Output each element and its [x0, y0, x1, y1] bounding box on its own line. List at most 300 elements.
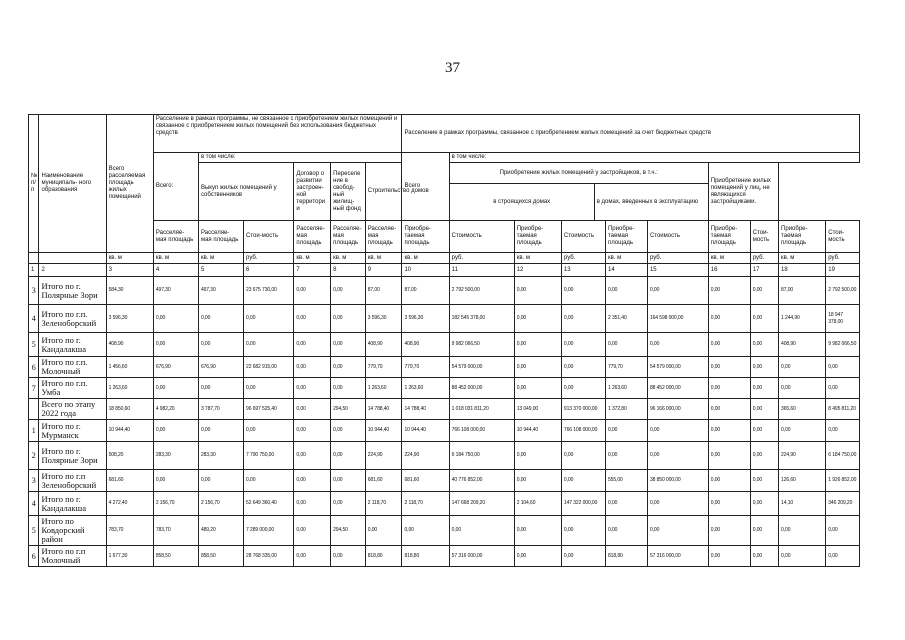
value-cell: 3 787,70 [198, 399, 243, 420]
value-cell: 1 263,60 [106, 378, 153, 399]
value-cell: 6 184 750,00 [826, 442, 860, 470]
column-number-cell: 9 [365, 264, 402, 277]
value-cell: 126,60 [779, 470, 826, 492]
value-cell: 8 495 811,20 [826, 399, 860, 420]
value-cell: 408,90 [106, 333, 153, 357]
column-number-cell: 8 [331, 264, 366, 277]
value-cell: 0,00 [514, 277, 561, 305]
value-cell: 1 244,90 [779, 305, 826, 333]
value-cell: 858,50 [153, 546, 198, 567]
value-cell: 0,00 [750, 516, 778, 546]
value-cell: 88 452 000,00 [647, 378, 708, 399]
value-cell: 2 104,60 [514, 492, 561, 516]
row-number: 6 [29, 546, 39, 567]
unit-cell: кв. м [331, 253, 366, 264]
municipality-name: Итого по г.п Молочный [39, 546, 106, 567]
subheader-cell: Приобре- таемая площадь [402, 221, 449, 253]
value-cell: 0,00 [561, 378, 605, 399]
value-cell: 346 209,20 [826, 492, 860, 516]
header-including-2: в том числе: [449, 153, 859, 163]
column-number-cell: 18 [779, 264, 826, 277]
value-cell: 408,90 [365, 333, 402, 357]
value-cell: 0,00 [244, 378, 294, 399]
subheader-cell: Стоимость [647, 221, 708, 253]
column-number-cell: 16 [708, 264, 750, 277]
value-cell: 87,00 [402, 277, 449, 305]
value-cell: 0,00 [779, 420, 826, 442]
value-cell: 0,00 [294, 357, 331, 378]
value-cell: 57 316 000,00 [449, 546, 514, 567]
value-cell: 818,80 [605, 546, 647, 567]
value-cell: 7 790 750,00 [244, 442, 294, 470]
value-cell: 497,30 [198, 277, 243, 305]
header-in-built: в домах, введенных в эксплуатацию [596, 198, 698, 205]
value-cell: 2 118,70 [365, 492, 402, 516]
value-cell: 0,00 [708, 492, 750, 516]
unit-cell: кв. м [402, 253, 449, 264]
value-cell: 294,50 [331, 399, 366, 420]
value-cell: 0,00 [605, 420, 647, 442]
column-number-cell: 6 [244, 264, 294, 277]
value-cell: 0,00 [750, 420, 778, 442]
unit-cell: кв. м [779, 253, 826, 264]
value-cell: 57 316 000,00 [647, 546, 708, 567]
header-acq-dev-title: Приобретение жилых помещений у застройщиков, в т.ч.: [450, 163, 708, 184]
value-cell: 3 596,30 [402, 305, 449, 333]
value-cell: 0,00 [514, 333, 561, 357]
value-cell: 0,00 [647, 277, 708, 305]
value-cell: 0,00 [647, 420, 708, 442]
value-cell: 0,00 [708, 305, 750, 333]
value-cell: 1 456,60 [106, 357, 153, 378]
value-cell: 766 108 000,00 [561, 420, 605, 442]
value-cell: 779,70 [605, 357, 647, 378]
value-cell: 87,00 [365, 277, 402, 305]
value-cell: 0,00 [605, 516, 647, 546]
value-cell: 7 289 000,00 [244, 516, 294, 546]
unit-cell: руб. [449, 253, 514, 264]
value-cell: 0,00 [750, 470, 778, 492]
value-cell: 0,00 [647, 442, 708, 470]
municipality-name: Итого по г. Мурманск [39, 420, 106, 442]
value-cell: 0,00 [331, 420, 366, 442]
unit-cell: кв. м [365, 253, 402, 264]
value-cell: 0,00 [331, 492, 366, 516]
column-number-cell: 12 [514, 264, 561, 277]
value-cell: 555,00 [605, 470, 647, 492]
value-cell: 54 579 000,00 [449, 357, 514, 378]
value-cell: 14 788,40 [365, 399, 402, 420]
value-cell: 0,00 [561, 305, 605, 333]
municipality-name: Итого по г. Кандалакша [39, 492, 106, 516]
value-cell: 676,90 [198, 357, 243, 378]
value-cell: 96 697 525,40 [244, 399, 294, 420]
municipality-name: Итого по г.п. Зеленоборский [39, 305, 106, 333]
header-vsego-1: Всего: [153, 153, 198, 221]
column-number-cell: 14 [605, 264, 647, 277]
value-cell: 0,00 [561, 516, 605, 546]
value-cell: 0,00 [331, 277, 366, 305]
table-row [29, 442, 860, 470]
value-cell: 0,00 [708, 357, 750, 378]
value-cell: 0,00 [647, 516, 708, 546]
value-cell: 489,20 [198, 516, 243, 546]
value-cell: 0,00 [153, 305, 198, 333]
header-vsego-2: Всего [402, 153, 449, 221]
unit-cell-blank [29, 253, 39, 264]
value-cell: 1 018 031 811,20 [449, 399, 514, 420]
value-cell: 0,00 [294, 378, 331, 399]
subheader-cell: Расселяе- мая площадь [331, 221, 366, 253]
table-row [29, 470, 860, 492]
municipality-name: Итого по г. Полярные Зори [39, 442, 106, 470]
value-cell: 0,00 [750, 378, 778, 399]
value-cell: 22 682 915,00 [244, 357, 294, 378]
column-number-cell: 19 [826, 264, 860, 277]
value-cell: 0,00 [331, 333, 366, 357]
value-cell: 0,00 [561, 357, 605, 378]
value-cell: 0,00 [708, 420, 750, 442]
municipality-name: Всего по этапу 2022 года [39, 399, 106, 420]
value-cell: 54 579 000,00 [647, 357, 708, 378]
value-cell: 0,00 [244, 470, 294, 492]
value-cell: 0,00 [294, 492, 331, 516]
unit-cell-blank [39, 253, 106, 264]
value-cell: 818,80 [402, 546, 449, 567]
row-number: 5 [29, 516, 39, 546]
value-cell: 0,00 [294, 470, 331, 492]
value-cell: 0,00 [331, 442, 366, 470]
value-cell: 0,00 [514, 470, 561, 492]
subheader-cell: Расселяе- мая площадь [153, 221, 198, 253]
value-cell: 0,00 [561, 333, 605, 357]
table-row [29, 516, 860, 546]
value-cell: 1 263,60 [365, 378, 402, 399]
value-cell: 87,00 [779, 277, 826, 305]
value-cell: 10 944,40 [365, 420, 402, 442]
value-cell: 0,00 [750, 399, 778, 420]
value-cell: 0,00 [750, 277, 778, 305]
value-cell: 9 982 066,50 [449, 333, 514, 357]
header-no: № п/п [29, 115, 39, 253]
subheader-cell: Расселяе- мая площадь [294, 221, 331, 253]
header-group-2: Расселение в рамках программы, связанное с приобретением жилых помещений за счет бюджетных средств [402, 115, 860, 153]
value-cell: 0,00 [605, 333, 647, 357]
value-cell: 0,00 [605, 492, 647, 516]
value-cell: 0,00 [153, 378, 198, 399]
row-number: 5 [29, 333, 39, 357]
value-cell: 0,00 [294, 442, 331, 470]
value-cell: 147 322 000,00 [561, 492, 605, 516]
value-cell: 0,00 [826, 420, 860, 442]
column-number-cell: 2 [39, 264, 106, 277]
value-cell: 0,00 [779, 378, 826, 399]
value-cell: 0,00 [647, 333, 708, 357]
table-row [29, 420, 860, 442]
value-cell: 0,00 [514, 442, 561, 470]
value-cell: 0,00 [294, 305, 331, 333]
column-number-cell: 7 [294, 264, 331, 277]
municipality-name: Итого по г.п. Умба [39, 378, 106, 399]
subheader-cell: Стои- мость [826, 221, 860, 253]
header-under-construction: в строящихся домах [450, 184, 595, 221]
value-cell: 783,70 [106, 516, 153, 546]
value-cell: 858,50 [198, 546, 243, 567]
unit-cell: руб. [561, 253, 605, 264]
value-cell: 14,10 [779, 492, 826, 516]
header-acq-developers [449, 163, 708, 221]
subheader-cell: Приобре- таемая площадь [779, 221, 826, 253]
value-cell: 38 850 000,00 [647, 470, 708, 492]
subheader-cell: Приобре- таемая площадь [708, 221, 750, 253]
column-number-cell: 17 [750, 264, 778, 277]
municipality-name: Итого по Ковдорский район [39, 516, 106, 546]
value-cell: 0,00 [294, 546, 331, 567]
value-cell: 52 649 360,40 [244, 492, 294, 516]
value-cell: 818,80 [365, 546, 402, 567]
row-number: 2 [29, 442, 39, 470]
value-cell: 1 263,60 [402, 378, 449, 399]
unit-cell: кв. м [294, 253, 331, 264]
value-cell: 0,00 [561, 470, 605, 492]
value-cell: 18 947 378,00 [826, 305, 860, 333]
row-number: 4 [29, 492, 39, 516]
value-cell: 0,00 [331, 305, 366, 333]
unit-cell: кв. м [198, 253, 243, 264]
value-cell: 1 263,60 [605, 378, 647, 399]
unit-cell: руб. [826, 253, 860, 264]
value-cell: 0,00 [294, 277, 331, 305]
page-number: 37 [445, 60, 460, 76]
value-cell: 0,00 [779, 357, 826, 378]
value-cell: 88 452 000,00 [449, 378, 514, 399]
value-cell: 0,00 [449, 516, 514, 546]
value-cell: 0,00 [750, 442, 778, 470]
value-cell: 182 545 378,00 [449, 305, 514, 333]
subheader-cell: Приобре- таемая площадь [514, 221, 561, 253]
subheader-cell: Расселяе- мая площадь [198, 221, 243, 253]
value-cell: 779,70 [402, 357, 449, 378]
table-row [29, 492, 860, 516]
value-cell: 0,00 [331, 470, 366, 492]
value-cell: 0,00 [750, 333, 778, 357]
value-cell: 0,00 [365, 516, 402, 546]
value-cell: 0,00 [826, 516, 860, 546]
unit-cell: кв. м [514, 253, 561, 264]
value-cell: 408,90 [779, 333, 826, 357]
value-cell: 0,00 [708, 516, 750, 546]
value-cell: 0,00 [708, 546, 750, 567]
value-cell: 224,90 [402, 442, 449, 470]
unit-cell: кв. м [153, 253, 198, 264]
value-cell: 0,00 [647, 492, 708, 516]
value-cell: 779,70 [365, 357, 402, 378]
table-row [29, 378, 860, 399]
value-cell: 766 108 000,00 [449, 420, 514, 442]
value-cell: 224,90 [779, 442, 826, 470]
unit-cell: кв. м [605, 253, 647, 264]
header-buyout: Выкуп жилых помещений у собственников [198, 163, 293, 221]
value-cell: 0,00 [561, 442, 605, 470]
column-number-cell: 11 [449, 264, 514, 277]
value-cell: 2 792 500,00 [449, 277, 514, 305]
value-cell: 13 049,00 [514, 399, 561, 420]
column-number-cell: 10 [402, 264, 449, 277]
value-cell: 508,20 [106, 442, 153, 470]
subheader-cell: Стои-мость [244, 221, 294, 253]
value-cell: 4 982,20 [153, 399, 198, 420]
value-cell: 18 850,60 [106, 399, 153, 420]
value-cell: 0,00 [514, 378, 561, 399]
value-cell: 294,50 [331, 516, 366, 546]
value-cell: 0,00 [750, 305, 778, 333]
value-cell: 0,00 [331, 546, 366, 567]
value-cell: 0,00 [605, 277, 647, 305]
row-number: 3 [29, 277, 39, 305]
value-cell: 2 156,70 [198, 492, 243, 516]
value-cell: 584,30 [106, 277, 153, 305]
row-number: 3 [29, 470, 39, 492]
value-cell: 0,00 [294, 516, 331, 546]
value-cell: 0,00 [708, 470, 750, 492]
header-resettle: Переселе ние в свобод- ный жилищ- ный фонд [331, 163, 366, 221]
value-cell: 0,00 [708, 277, 750, 305]
value-cell: 0,00 [826, 357, 860, 378]
municipality-name: Итого по г.п Зеленоборский [39, 470, 106, 492]
value-cell: 0,00 [153, 333, 198, 357]
header-construction: Строительство домов [365, 163, 449, 221]
subheader-cell: Стои- мость [750, 221, 778, 253]
value-cell: 4 272,40 [106, 492, 153, 516]
value-cell: 0,00 [153, 470, 198, 492]
subheader-cell: Стоимость [561, 221, 605, 253]
value-cell: 14 788,40 [402, 399, 449, 420]
value-cell: 0,00 [198, 470, 243, 492]
value-cell: 1 372,80 [605, 399, 647, 420]
header-total-area: Всего расселяемая площадь жилых помещений [106, 115, 153, 253]
column-number-cell: 5 [198, 264, 243, 277]
unit-row [29, 253, 860, 264]
value-cell: 783,70 [153, 516, 198, 546]
unit-cell: руб. [750, 253, 778, 264]
column-number-row [29, 264, 860, 277]
value-cell: 0,00 [708, 333, 750, 357]
row-number [29, 399, 39, 420]
table-row [29, 399, 860, 420]
value-cell: 3 596,30 [365, 305, 402, 333]
value-cell: 283,30 [153, 442, 198, 470]
value-cell: 0,00 [294, 420, 331, 442]
table-row [29, 546, 860, 567]
value-cell: 10 944,40 [402, 420, 449, 442]
value-cell: 2 156,70 [153, 492, 198, 516]
column-number-cell: 3 [106, 264, 153, 277]
value-cell: 9 982 066,50 [826, 333, 860, 357]
value-cell: 0,00 [779, 546, 826, 567]
value-cell: 913 370 000,00 [561, 399, 605, 420]
value-cell: 28 768 335,00 [244, 546, 294, 567]
table-row [29, 305, 860, 333]
value-cell: 0,00 [402, 516, 449, 546]
value-cell: 1 926 852,00 [826, 470, 860, 492]
header-group-1: Расселение в рамках программы, не связанное с приобретением жилых помещений и связанное с приобретением жилых помещений без использования бюджетных средств [153, 115, 402, 153]
table-row [29, 333, 860, 357]
value-cell: 0,00 [750, 357, 778, 378]
value-cell: 681,60 [106, 470, 153, 492]
value-cell: 283,30 [198, 442, 243, 470]
value-cell: 1 677,30 [106, 546, 153, 567]
value-cell: 96 166 000,00 [647, 399, 708, 420]
row-number: 1 [29, 420, 39, 442]
value-cell: 0,00 [750, 492, 778, 516]
value-cell: 23 675 730,00 [244, 277, 294, 305]
value-cell: 0,00 [198, 420, 243, 442]
value-cell: 0,00 [750, 546, 778, 567]
column-number-cell: 13 [561, 264, 605, 277]
municipality-name: Итого по г.п. Молочный [39, 357, 106, 378]
subheader-cell: Стоимость [449, 221, 514, 253]
value-cell: 0,00 [514, 516, 561, 546]
value-cell: 676,90 [153, 357, 198, 378]
column-number-cell: 1 [29, 264, 39, 277]
value-cell: 365,60 [779, 399, 826, 420]
value-cell: 681,60 [402, 470, 449, 492]
value-cell: 0,00 [198, 378, 243, 399]
value-cell: 0,00 [605, 442, 647, 470]
value-cell: 0,00 [514, 546, 561, 567]
table-row [29, 357, 860, 378]
value-cell: 0,00 [514, 357, 561, 378]
subheader-cell: Расселяе- мая площадь [365, 221, 402, 253]
unit-cell: руб. [647, 253, 708, 264]
value-cell: 497,30 [153, 277, 198, 305]
value-cell: 0,00 [244, 333, 294, 357]
header-acq-non-developers: Приобретение жилых помещений у лиц, не являющихся застройщиками. [708, 163, 778, 221]
subheader-cell: Приобре- таемая площадь [605, 221, 647, 253]
value-cell: 2 792 500,00 [826, 277, 860, 305]
value-cell: 0,00 [561, 277, 605, 305]
row-number: 4 [29, 305, 39, 333]
column-number-cell: 4 [153, 264, 198, 277]
value-cell: 147 668 209,20 [449, 492, 514, 516]
value-cell: 164 598 000,00 [647, 305, 708, 333]
value-cell: 681,60 [365, 470, 402, 492]
value-cell: 0,00 [294, 333, 331, 357]
value-cell: 0,00 [331, 357, 366, 378]
value-cell: 2 351,40 [605, 305, 647, 333]
value-cell: 6 184 750,00 [449, 442, 514, 470]
program-table [28, 114, 860, 567]
value-cell: 0,00 [708, 399, 750, 420]
value-cell: 0,00 [561, 546, 605, 567]
value-cell: 0,00 [244, 305, 294, 333]
table-row [29, 277, 860, 305]
header-name: Наименование муниципаль- ного образования [39, 115, 106, 253]
value-cell: 224,90 [365, 442, 402, 470]
value-cell: 0,00 [198, 333, 243, 357]
value-cell: 0,00 [294, 399, 331, 420]
value-cell: 0,00 [244, 420, 294, 442]
row-number: 7 [29, 378, 39, 399]
value-cell: 0,00 [331, 378, 366, 399]
municipality-name: Итого по г. Полярные Зори [39, 277, 106, 305]
value-cell: 0,00 [153, 420, 198, 442]
row-number: 6 [29, 357, 39, 378]
value-cell: 10 944,40 [514, 420, 561, 442]
value-cell: 0,00 [826, 546, 860, 567]
unit-cell: кв. м [106, 253, 153, 264]
value-cell: 2 118,70 [402, 492, 449, 516]
